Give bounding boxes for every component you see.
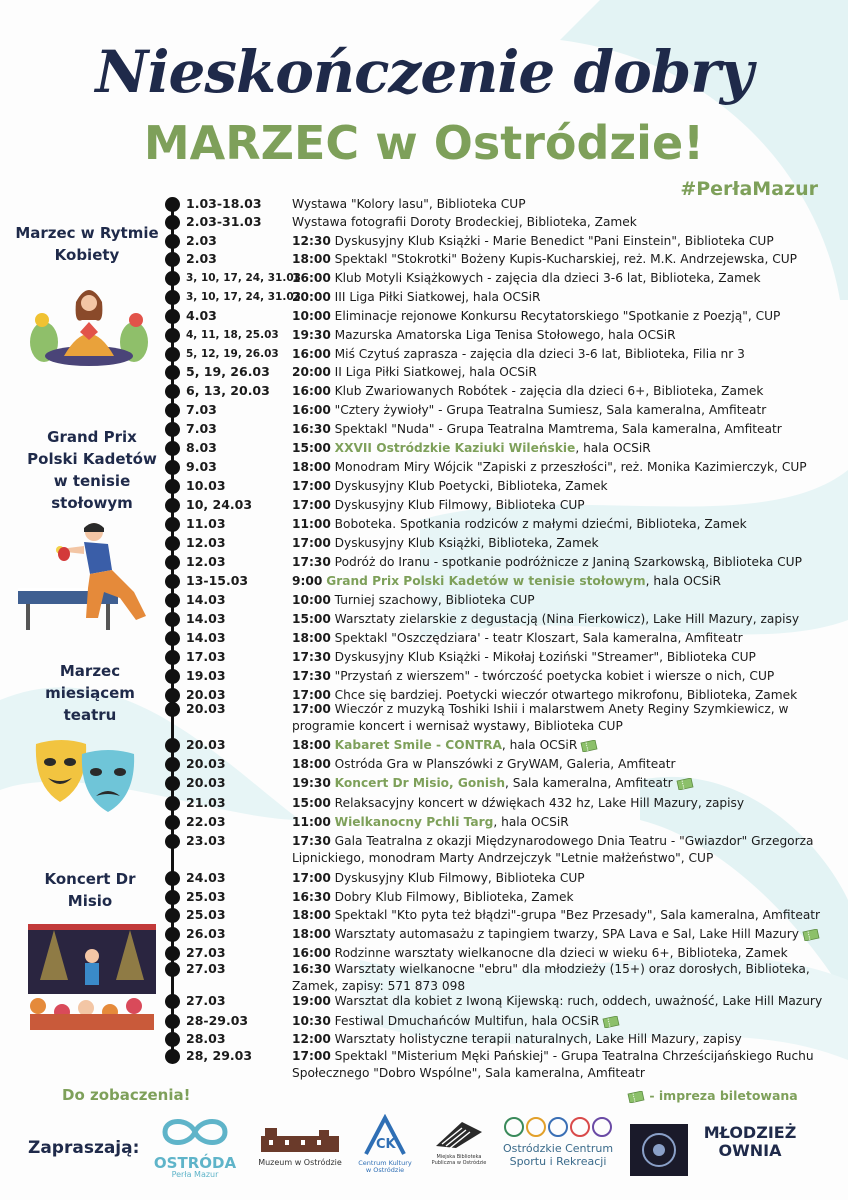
- event-date: 2.03: [186, 233, 217, 248]
- event-text: Wieczór z muzyką Toshiki Ishii i malarstwem Anety Reginy Szymkiewicz, w programie koncert i wernisaż wystawy, Biblioteka CUP: [292, 702, 789, 733]
- castle-icon: [255, 1124, 345, 1154]
- event-date: 7.03: [186, 402, 217, 417]
- event-time: 18:00: [292, 738, 331, 752]
- ticket-legend-text: - impreza biletowana: [649, 1088, 798, 1103]
- hashtag: #PerłaMazur: [680, 178, 818, 200]
- event-highlight: Grand Prix Polski Kadetów w tenisie stołowym: [326, 574, 646, 588]
- event-text: Klub Zwariowanych Robótek - zajęcia dla dzieci 6+, Biblioteka, Zamek: [334, 384, 764, 398]
- timeline-dot: [165, 612, 180, 627]
- timeline-dot: [165, 403, 180, 418]
- event-text: Ostróda Gra w Planszówki z GryWAM, Galeria, Amfiteatr: [334, 757, 676, 771]
- event-description: [292, 402, 840, 419]
- event-description: [292, 289, 840, 306]
- event-text: Dyskusyjny Klub Filmowy, Biblioteka CUP: [334, 498, 585, 512]
- event-highlight: Kabaret Smile - CONTRA: [334, 738, 502, 752]
- event-text: Festiwal Dmuchańców Multifun, hala OCSiR: [334, 1014, 600, 1028]
- timeline-dot: [165, 946, 180, 961]
- event-text: Spektakl "Oszczędziara' - teatr Kloszart, Sala kameralna, Amfiteatr: [334, 631, 743, 645]
- centrum-kultury-logo: [356, 1114, 414, 1174]
- event-highlight: Koncert Dr Misio, Gonish: [334, 776, 506, 790]
- svg-text:CK: CK: [376, 1137, 396, 1152]
- event-description: [292, 516, 840, 533]
- ck-arch-icon: [362, 1114, 408, 1156]
- event-time: 16:00: [292, 403, 331, 417]
- event-date: 12.03: [186, 535, 226, 550]
- muzeum-logo-text: Muzeum w Ostródzie: [258, 1158, 342, 1167]
- event-time: 19:30: [292, 776, 331, 790]
- event-time: 10:30: [292, 1014, 331, 1028]
- event-date: 1.03-18.03: [186, 196, 262, 211]
- theatre-masks-illustration: [30, 736, 140, 818]
- ostroda-logo-text: OSTRÓDA: [153, 1154, 237, 1172]
- event-description: [292, 592, 840, 609]
- timeline-dot: [165, 738, 180, 753]
- infinity-icon: [155, 1112, 235, 1152]
- event-text: Dobry Klub Filmowy, Biblioteka, Zamek: [334, 890, 574, 904]
- event-description: [292, 870, 840, 887]
- timeline-dot: [165, 908, 180, 923]
- event-time: 16:30: [292, 422, 331, 436]
- concert-illustration: [24, 920, 160, 1032]
- event-time: 16:00: [292, 347, 331, 361]
- event-time: 19:00: [292, 994, 331, 1008]
- event-text: Wystawa "Kolory lasu", Biblioteka CUP: [292, 197, 526, 211]
- event-date: 14.03: [186, 611, 226, 626]
- invite-label: Zapraszają:: [28, 1138, 140, 1158]
- event-text-after: , hala OCSiR: [501, 738, 578, 752]
- event-description: [292, 630, 840, 647]
- event-time: 17:00: [292, 479, 331, 493]
- event-text: Mazurska Amatorska Liga Tenisa Stołowego, hala OCSiR: [334, 328, 676, 342]
- mlodziezownia-logo-bottom: OWNIA: [718, 1141, 782, 1160]
- event-date: 25.03: [186, 889, 226, 904]
- event-description: [292, 383, 840, 400]
- ostroda-logo: [150, 1112, 240, 1179]
- timeline-dot: [165, 384, 180, 399]
- event-date: 10.03: [186, 478, 226, 493]
- event-time: 18:00: [292, 631, 331, 645]
- event-time: 19:30: [292, 328, 331, 342]
- event-text: Miś Czytuś zaprasza - zajęcia dla dzieci 3-6 lat, Biblioteka, Filia nr 3: [334, 347, 745, 361]
- event-time: 17:00: [292, 536, 331, 550]
- event-date: 14.03: [186, 630, 226, 645]
- timeline-dot: [165, 215, 180, 230]
- mlodziezownia-logo: [700, 1124, 800, 1160]
- timeline-dot: [165, 650, 180, 665]
- event-date: 11.03: [186, 516, 226, 531]
- event-text: Dyskusyjny Klub Filmowy, Biblioteka CUP: [334, 871, 585, 885]
- event-date: 25.03: [186, 907, 226, 922]
- timeline-dot: [165, 365, 180, 380]
- event-text: Spektakl "Kto pyta też błądzi"-grupa "Bez Przesady", Sala kameralna, Amfiteatr: [334, 908, 821, 922]
- event-time: 10:00: [292, 309, 331, 323]
- page-subtitle: MARZEC w Ostródzie!: [143, 116, 705, 170]
- event-description: [292, 945, 840, 962]
- event-date: 3, 10, 17, 24, 31.03: [186, 272, 301, 284]
- event-date: 17.03: [186, 649, 226, 664]
- timeline-dot: [165, 962, 180, 977]
- event-date: 13-15.03: [186, 573, 249, 588]
- timeline-dot: [165, 517, 180, 532]
- event-date: 21.03: [186, 795, 226, 810]
- event-text: "Cztery żywioły" - Grupa Teatralna Sumiesz, Sala kameralna, Amfiteatr: [334, 403, 767, 417]
- event-date: 6, 13, 20.03: [186, 383, 270, 398]
- timeline-dot: [165, 702, 180, 717]
- event-description: [292, 833, 840, 866]
- event-text: Dyskusyjny Klub Książki - Mikołaj Łoziński "Streamer", Biblioteka CUP: [334, 650, 756, 664]
- event-text: Warsztaty automasażu z tapingiem twarzy, SPA Lava e Sal, Lake Hill Mazury: [334, 927, 799, 941]
- event-text: Boboteka. Spotkania rodziców z małymi dziećmi, Biblioteka, Zamek: [334, 517, 747, 531]
- event-date: 27.03: [186, 993, 226, 1008]
- event-time: 18:00: [292, 908, 331, 922]
- library-icon: [432, 1118, 486, 1150]
- timeline-dot: [165, 796, 180, 811]
- event-text: Gala Teatralna z okazji Międzynarodowego Dnia Teatru - "Gwiazdor" Grzegorza Lipnickiego, monodram Marty Andrzejczyk "Letnie małżeństwo", CUP: [292, 834, 814, 865]
- event-date: 27.03: [186, 961, 226, 976]
- event-date: 28.03: [186, 1031, 226, 1046]
- event-text: Podróż do Iranu - spotkanie podróżnicze z Janiną Szarkowską, Biblioteka CUP: [334, 555, 802, 569]
- timeline-dot: [165, 271, 180, 286]
- event-text: "Przystań z wierszem" - twórczość poetycka kobiet i wiersze o nich, CUP: [334, 669, 775, 683]
- side-label-theatre-month: Marzec miesiącem teatru: [45, 662, 135, 724]
- sports-icons: [503, 1116, 613, 1138]
- ticket-icon: [627, 1091, 645, 1103]
- ticket-legend: [624, 1088, 798, 1103]
- event-description: [292, 795, 840, 812]
- timeline-dot: [165, 347, 180, 362]
- meditating-woman-illustration: [24, 272, 154, 368]
- event-date: 28-29.03: [186, 1013, 249, 1028]
- event-description: [292, 701, 840, 734]
- event-text: Warsztaty zielarskie z degustacją (Nina Fierkowicz), Lake Hill Mazury, zapisy: [334, 612, 800, 626]
- timeline-dot: [165, 460, 180, 475]
- event-description: [292, 573, 840, 590]
- event-time: 16:00: [292, 384, 331, 398]
- timeline-dot: [165, 631, 180, 646]
- event-time: 17:00: [292, 498, 331, 512]
- event-description: [292, 196, 840, 213]
- event-date: 23.03: [186, 833, 226, 848]
- timeline-dot: [165, 1032, 180, 1047]
- event-time: 17:00: [292, 871, 331, 885]
- timeline-dot: [165, 776, 180, 791]
- event-description: [292, 737, 840, 754]
- timeline-dot: [165, 688, 180, 703]
- biblioteka-logo: [426, 1118, 492, 1166]
- timeline-dot: [165, 994, 180, 1009]
- badge-icon: [630, 1124, 688, 1176]
- event-date: 20.03: [186, 701, 226, 716]
- ocsir-logo: [500, 1116, 616, 1168]
- event-description: [292, 907, 840, 924]
- event-time: 20:00: [292, 365, 331, 379]
- table-tennis-illustration: [14, 518, 160, 634]
- event-description: [292, 1013, 840, 1030]
- timeline-dot: [165, 1014, 180, 1029]
- event-description: [292, 497, 840, 514]
- timeline-dot: [165, 815, 180, 830]
- event-date: 20.03: [186, 687, 226, 702]
- event-description: [292, 421, 840, 438]
- timeline-dot: [165, 328, 180, 343]
- event-description: [292, 459, 840, 476]
- event-date: 28, 29.03: [186, 1048, 253, 1063]
- event-time: 17:30: [292, 669, 331, 683]
- event-description: [292, 926, 840, 943]
- event-date: 19.03: [186, 668, 226, 683]
- event-description: [292, 233, 840, 250]
- event-date: 20.03: [186, 775, 226, 790]
- timeline-dot: [165, 290, 180, 305]
- timeline-dot: [165, 498, 180, 513]
- event-time: 16:30: [292, 890, 331, 904]
- event-text: Warsztaty holistyczne terapii naturalnych, Lake Hill Mazury, zapisy: [334, 1032, 742, 1046]
- timeline-dot: [165, 555, 180, 570]
- event-description: [292, 327, 840, 344]
- event-description: [292, 440, 840, 457]
- timeline-dot: [165, 422, 180, 437]
- timeline-dot: [165, 479, 180, 494]
- event-description: [292, 554, 840, 571]
- event-time: 20:00: [292, 290, 331, 304]
- event-text-after: , hala OCSiR: [575, 441, 651, 455]
- event-time: 16:30: [292, 962, 331, 976]
- timeline-dot: [165, 252, 180, 267]
- event-time: 12:00: [292, 1032, 331, 1046]
- event-time: 10:00: [292, 593, 331, 607]
- event-description: [292, 535, 840, 552]
- dark-badge-logo: [630, 1124, 688, 1176]
- event-text: Spektakl "Stokrotki" Bożeny Kupis-Kucharskiej, reż. M.K. Andrzejewska, CUP: [334, 252, 798, 266]
- event-date: 4, 11, 18, 25.03: [186, 329, 279, 341]
- event-date: 12.03: [186, 554, 226, 569]
- event-time: 15:00: [292, 796, 331, 810]
- event-text-after: , Sala kameralna, Amfiteatr: [505, 776, 673, 790]
- muzeum-logo: [252, 1124, 348, 1167]
- side-label-women-month: Marzec w Rytmie Kobiety: [15, 224, 159, 264]
- event-description: [292, 251, 840, 268]
- event-time: 11:00: [292, 517, 331, 531]
- event-highlight: XXVII Ostródzkie Kaziuki Wileńskie: [334, 441, 576, 455]
- event-time: 17:30: [292, 834, 331, 848]
- event-time: 17:00: [292, 688, 331, 702]
- event-date: 2.03: [186, 251, 217, 266]
- event-description: [292, 308, 840, 325]
- timeline-dot: [165, 757, 180, 772]
- event-text: Warsztat dla kobiet z Iwoną Kijewską: ruch, oddech, uważność, Lake Hill Mazury: [334, 994, 823, 1008]
- event-description: [292, 649, 840, 666]
- event-text: Warsztaty wielkanocne "ebru" dla młodzieży (15+) oraz dorosłych, Biblioteka, Zamek, zapisy: 571 873 098: [292, 962, 810, 993]
- event-date: 22.03: [186, 814, 226, 829]
- event-time: 18:00: [292, 757, 331, 771]
- timeline-dot: [165, 890, 180, 905]
- event-time: 15:00: [292, 441, 331, 455]
- timeline-dot: [165, 234, 180, 249]
- event-description: [292, 814, 840, 831]
- event-description: [292, 346, 840, 363]
- event-text: II Liga Piłki Siatkowej, hala OCSiR: [334, 365, 537, 379]
- ticket-icon: [602, 1016, 620, 1028]
- event-time: 9:00: [292, 574, 323, 588]
- event-time: 15:00: [292, 612, 331, 626]
- event-highlight: Wielkanocny Pchli Targ: [334, 815, 494, 829]
- ocsir-logo-text: Ostródzkie Centrum Sportu i Rekreacji: [502, 1142, 614, 1168]
- event-date: 20.03: [186, 737, 226, 752]
- event-description: [292, 611, 840, 628]
- event-description: [292, 1031, 840, 1048]
- event-description: [292, 364, 840, 381]
- event-text: Dyskusyjny Klub Książki - Marie Benedict "Pani Einstein", Biblioteka CUP: [334, 234, 774, 248]
- centrum-kultury-logo-text: Centrum Kultury w Ostródzie: [358, 1159, 412, 1174]
- timeline-dot: [165, 927, 180, 942]
- event-text: Dyskusyjny Klub Poetycki, Biblioteka, Zamek: [334, 479, 608, 493]
- event-description: [292, 214, 840, 231]
- event-description: [292, 889, 840, 906]
- timeline-dot: [165, 593, 180, 608]
- event-time: 16:00: [292, 946, 331, 960]
- event-time: 17:30: [292, 555, 331, 569]
- event-time: 17:00: [292, 702, 331, 716]
- event-text: Spektakl "Nuda" - Grupa Teatralna Mamtrema, Sala kameralna, Amfiteatr: [334, 422, 782, 436]
- event-description: [292, 478, 840, 495]
- event-time: 18:00: [292, 252, 331, 266]
- event-text: Eliminacje rejonowe Konkursu Recytatorskiego "Spotkanie z Poezją", CUP: [334, 309, 781, 323]
- event-text: Monodram Miry Wójcik "Zapiski z przeszłości", reż. Monika Kazimierczyk, CUP: [334, 460, 807, 474]
- event-date: 3, 10, 17, 24, 31.03: [186, 291, 301, 303]
- biblioteka-logo-text: Miejska Biblioteka Publiczna w Ostródzie: [431, 1154, 487, 1166]
- timeline-dot: [165, 441, 180, 456]
- event-description: [292, 756, 840, 773]
- event-date: 10, 24.03: [186, 497, 253, 512]
- event-date: 9.03: [186, 459, 217, 474]
- event-text-after: , hala OCSiR: [645, 574, 721, 588]
- event-time: 11:00: [292, 815, 331, 829]
- side-label-dr-misio: Koncert Dr Misio: [44, 870, 136, 910]
- timeline-dot: [165, 536, 180, 551]
- event-text: Turniej szachowy, Biblioteka CUP: [334, 593, 535, 607]
- event-date: 26.03: [186, 926, 226, 941]
- side-label-grand-prix: Grand Prix Polski Kadetów w tenisie stołowym: [27, 428, 157, 512]
- event-text-after: , hala OCSiR: [493, 815, 569, 829]
- ticket-icon: [802, 929, 820, 941]
- event-text: Relaksacyjny koncert w dźwiękach 432 hz, Lake Hill Mazury, zapisy: [334, 796, 745, 810]
- ticket-icon: [676, 778, 694, 790]
- event-date: 14.03: [186, 592, 226, 607]
- event-text: Wystawa fotografii Doroty Brodeckiej, Biblioteka, Zamek: [292, 215, 637, 229]
- event-text: Klub Motyli Książkowych - zajęcia dla dzieci 3-6 lat, Biblioteka, Zamek: [334, 271, 761, 285]
- event-time: 17:30: [292, 650, 331, 664]
- timeline-dot: [165, 871, 180, 886]
- event-text: Spektakl "Misterium Męki Pańskiej" - Grupa Teatralna Chrześcijańskiego Ruchu Społecznego "Dobro Wspólne", Sala kameralna, Amfiteatr: [292, 1049, 814, 1080]
- event-description: [292, 961, 840, 994]
- event-description: [292, 775, 840, 792]
- page-title: Nieskończenie dobry: [95, 38, 753, 106]
- event-text: Rodzinne warsztaty wielkanocne dla dzieci w wieku 6+, Biblioteka, Zamek: [334, 946, 788, 960]
- event-description: [292, 1048, 840, 1081]
- event-description: [292, 993, 840, 1010]
- event-time: 18:00: [292, 460, 331, 474]
- event-text: Dyskusyjny Klub Książki, Biblioteka, Zamek: [334, 536, 599, 550]
- event-description: [292, 668, 840, 685]
- ticket-icon: [580, 740, 598, 752]
- timeline-dot: [165, 574, 180, 589]
- event-time: 17:00: [292, 1049, 331, 1063]
- event-date: 8.03: [186, 440, 217, 455]
- mlodziezownia-logo-top: MŁODZIEŻ: [703, 1123, 797, 1142]
- timeline-dot: [165, 669, 180, 684]
- event-time: 16:00: [292, 271, 331, 285]
- timeline-dot: [165, 1049, 180, 1064]
- event-date: 24.03: [186, 870, 226, 885]
- event-text: Chce się bardziej. Poetycki wieczór otwartego mikrofonu, Biblioteka, Zamek: [334, 688, 798, 702]
- see-you-text: Do zobaczenia!: [62, 1086, 191, 1104]
- timeline-dot: [165, 197, 180, 212]
- timeline-dot: [165, 834, 180, 849]
- event-description: [292, 270, 840, 287]
- event-time: 12:30: [292, 234, 331, 248]
- event-text: III Liga Piłki Siatkowej, hala OCSiR: [334, 290, 541, 304]
- event-date: 7.03: [186, 421, 217, 436]
- event-date: 5, 19, 26.03: [186, 364, 270, 379]
- ostroda-logo-subtext: Perła Mazur: [171, 1170, 219, 1179]
- event-time: 18:00: [292, 927, 331, 941]
- event-date: 5, 12, 19, 26.03: [186, 348, 279, 360]
- event-date: 4.03: [186, 308, 217, 323]
- event-date: 20.03: [186, 756, 226, 771]
- timeline-dot: [165, 309, 180, 324]
- event-date: 27.03: [186, 945, 226, 960]
- event-date: 2.03-31.03: [186, 214, 262, 229]
